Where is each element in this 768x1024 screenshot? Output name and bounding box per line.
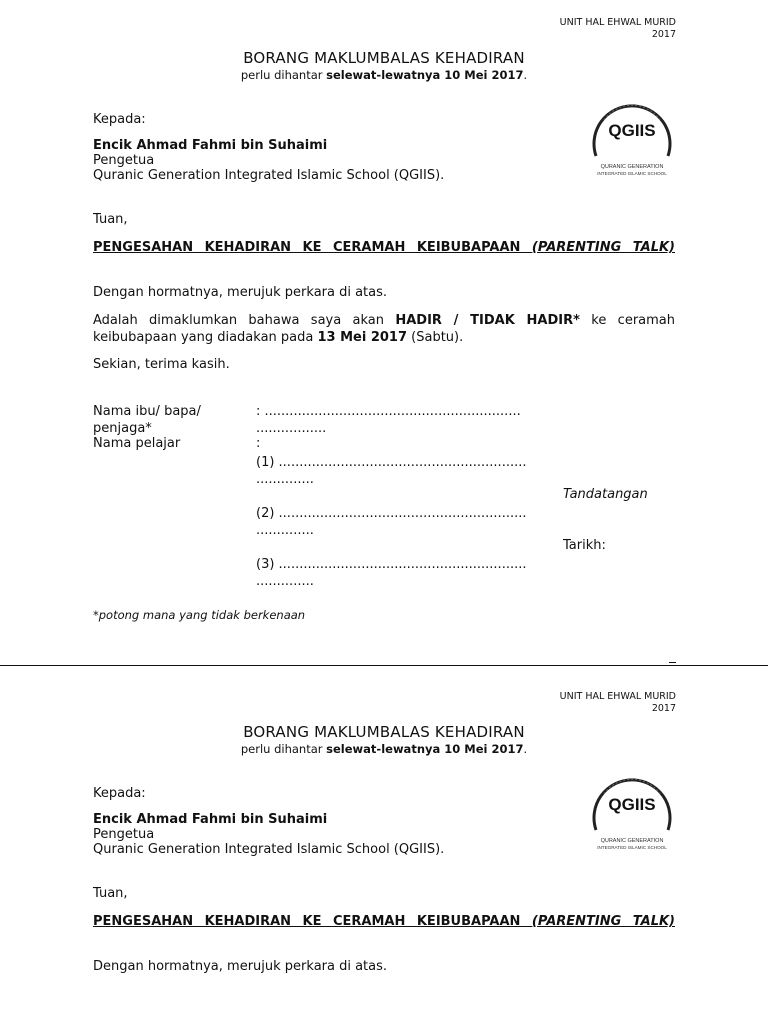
cut-line-mark: [669, 662, 676, 663]
form-subtitle: [0, 742, 768, 756]
body-text-1: Adalah dimaklumkan bahawa saya akan: [93, 313, 396, 328]
subject-heading: [93, 239, 675, 256]
school-logo: [584, 768, 680, 868]
recipient-title: Pengetua: [93, 153, 155, 168]
recipient-org: Quranic Generation Integrated Islamic School (QGIIS).: [93, 168, 445, 183]
logo-caption-2: INTEGRATED ISLAMIC SCHOOL: [597, 171, 667, 176]
recipient-title: Pengetua: [93, 827, 155, 842]
form-subtitle: [0, 68, 768, 82]
recipient-name: Encik Ahmad Fahmi bin Suhaimi: [93, 812, 328, 827]
opening-line: Dengan hormatnya, merujuk perkara di atas.: [93, 285, 388, 300]
unit-label: UNIT HAL EHWAL MURID: [559, 691, 676, 702]
subtitle-text: perlu dihantar: [240, 742, 327, 756]
logo-caption-1: QURANIC GENERATION: [600, 164, 664, 170]
opening-line: Dengan hormatnya, merujuk perkara di atas.: [93, 959, 388, 974]
body-paragraph: [93, 312, 675, 346]
student-3-field[interactable]: (3) ............................................................: [256, 557, 527, 572]
student-2-field[interactable]: (2) ............................................................: [256, 506, 527, 521]
qgiis-logo-icon: [584, 768, 680, 864]
to-label: Kepada:: [93, 786, 146, 801]
parent-label-line-2: penjaga*: [93, 421, 152, 436]
logo-wordmark: QGIIS: [608, 121, 656, 140]
event-date: 13 Mei 2017: [317, 330, 408, 345]
subject-main: PENGESAHAN KEHADIRAN KE CERAMAH KEIBUBAPAAN: [93, 240, 532, 255]
subtitle-end: .: [523, 68, 528, 82]
parent-name-field-cont[interactable]: .................: [256, 421, 327, 436]
qgiis-logo-icon: [584, 94, 680, 190]
form-title: BORANG MAKLUMBALAS KEHADIRAN: [243, 723, 525, 741]
unit-label: UNIT HAL EHWAL MURID: [559, 17, 676, 28]
footnote: *potong mana yang tidak berkenaan: [93, 608, 306, 622]
subject-italic: (PARENTING TALK): [531, 914, 675, 929]
to-label: Kepada:: [93, 112, 146, 127]
cut-line: [0, 665, 768, 666]
recipient-name: Encik Ahmad Fahmi bin Suhaimi: [93, 138, 328, 153]
subject-main: PENGESAHAN KEHADIRAN KE CERAMAH KEIBUBAPAAN: [93, 914, 532, 929]
salutation: Tuan,: [93, 886, 128, 901]
subtitle-end: .: [523, 742, 528, 756]
parent-name-field[interactable]: : ..............................................................: [256, 404, 521, 419]
student-1-field-cont[interactable]: ..............: [256, 472, 314, 487]
logo-caption-1: QURANIC GENERATION: [600, 838, 664, 844]
student-2-field-cont[interactable]: ..............: [256, 523, 314, 538]
student-label: Nama pelajar: [93, 436, 181, 451]
recipient-org: Quranic Generation Integrated Islamic School (QGIIS).: [93, 842, 445, 857]
subject-italic: (PARENTING TALK): [531, 240, 675, 255]
subtitle-deadline: selewat-lewatnya 10 Mei 2017: [326, 742, 524, 756]
student-1-field[interactable]: (1) ............................................................: [256, 455, 527, 470]
student-3-field-cont[interactable]: ..............: [256, 574, 314, 589]
body-text-2: ke ceramah keibubapaan yang diadakan pada: [93, 313, 676, 345]
logo-caption-2: INTEGRATED ISLAMIC SCHOOL: [597, 845, 667, 850]
subject-heading: [93, 913, 675, 930]
school-logo: [584, 94, 680, 194]
salutation: Tuan,: [93, 212, 128, 227]
signature-label: Tandatangan: [563, 487, 648, 502]
attendance-choice: HADIR / TIDAK HADIR*: [395, 313, 580, 328]
subtitle-text: perlu dihantar: [240, 68, 327, 82]
unit-year: 2017: [651, 29, 676, 40]
parent-label-line-1: Nama ibu/ bapa/: [93, 404, 201, 419]
subtitle-deadline: selewat-lewatnya 10 Mei 2017: [326, 68, 524, 82]
logo-wordmark: QGIIS: [608, 795, 656, 814]
date-label: Tarikh:: [563, 538, 606, 553]
unit-year: 2017: [651, 703, 676, 714]
form-title: BORANG MAKLUMBALAS KEHADIRAN: [243, 49, 525, 67]
closing-line: Sekian, terima kasih.: [93, 357, 230, 372]
student-colon: :: [256, 436, 261, 451]
body-text-3: (Sabtu).: [407, 330, 464, 345]
